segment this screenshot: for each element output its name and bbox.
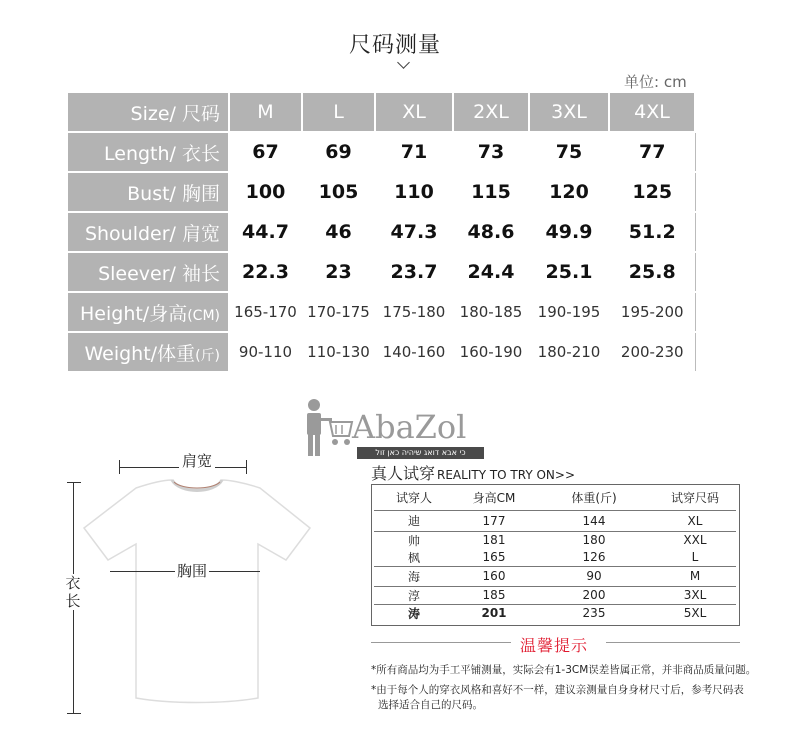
size-cell: M	[229, 92, 302, 132]
cell: 181	[454, 531, 534, 549]
table-row	[374, 531, 736, 549]
value-cell: 200-230	[609, 332, 695, 372]
note-text: *由于每个人的穿衣风格和喜好不一样，建议亲测量自身身材尺寸后，参考尺码表	[371, 684, 744, 696]
value-cell: 140-160	[375, 332, 453, 372]
value-cell: 73	[453, 132, 529, 172]
size-header-row	[67, 92, 695, 132]
cell: 3XL	[654, 586, 736, 604]
value-cell: 190-195	[529, 292, 609, 332]
row-label: Shoulder/ 肩宽	[67, 212, 229, 252]
cell: 涛	[374, 604, 454, 622]
table-row	[374, 566, 736, 586]
bust-row	[67, 172, 695, 212]
value-cell: 47.3	[375, 212, 453, 252]
cell: XL	[654, 510, 736, 531]
value-cell: 71	[375, 132, 453, 172]
cell: 165	[482, 550, 506, 564]
value-cell: 23.7	[375, 252, 453, 292]
value-cell: 100	[229, 172, 302, 212]
value-cell: 75	[529, 132, 609, 172]
value-cell: 67	[229, 132, 302, 172]
tryon-title	[371, 461, 575, 484]
tryon-subtitle: REALITY TO TRY ON>>	[437, 468, 576, 482]
divider	[606, 642, 740, 643]
unit-label: 单位: cm	[624, 73, 687, 91]
size-cell: 4XL	[609, 92, 695, 132]
table-row	[374, 510, 736, 531]
dimension-tick	[67, 482, 81, 483]
divider	[371, 642, 511, 643]
note-text: *所有商品均为手工平铺测量，实际会有1-3CM误差皆属正常，并非商品质量问题。	[371, 664, 757, 676]
size-cell: 2XL	[453, 92, 529, 132]
cell: L	[691, 550, 699, 564]
value-cell: 69	[302, 132, 375, 172]
dimension-tick	[119, 460, 120, 474]
bust-label: 胸围	[177, 562, 208, 580]
table-row	[374, 586, 736, 604]
value-cell: 24.4	[453, 252, 529, 292]
tryon-header-row	[374, 486, 736, 510]
cell: XXL	[654, 531, 736, 549]
row-label: Sleever/ 袖长	[67, 252, 229, 292]
cell: 淳	[374, 586, 454, 604]
page-title: 尺码测量	[348, 33, 441, 58]
value-cell: 180-210	[529, 332, 609, 372]
length-label: 衣长	[65, 574, 81, 610]
note-text: 选择适合自己的尺码。	[378, 699, 483, 711]
cell: 5XL	[654, 604, 736, 622]
value-cell: 90-110	[229, 332, 302, 372]
length-row	[67, 132, 695, 172]
value-cell: 46	[302, 212, 375, 252]
value-cell: 180-185	[453, 292, 529, 332]
value-cell: 165-170	[229, 292, 302, 332]
value-cell: 120	[529, 172, 609, 212]
cell: 迪	[374, 510, 454, 531]
value-cell: 44.7	[229, 212, 302, 252]
value-cell: 110-130	[302, 332, 375, 372]
brand-tagline: כי אבא דואג שיהיה כאן זול	[357, 447, 484, 459]
size-cell: XL	[375, 92, 453, 132]
height-row	[67, 292, 695, 332]
size-header-label: Size/ 尺码	[67, 92, 229, 132]
tshirt-icon	[84, 480, 310, 703]
row-label: Bust/ 胸围	[67, 172, 229, 212]
dimension-tick	[246, 460, 247, 474]
tshirt-diagram	[74, 470, 334, 720]
size-cell: 3XL	[529, 92, 609, 132]
value-cell: 25.8	[609, 252, 695, 292]
tryon-title-cn: 真人试穿	[371, 464, 436, 483]
row-label	[67, 292, 229, 332]
dimension-tick	[67, 713, 81, 714]
value-cell: 125	[609, 172, 695, 212]
value-cell: 49.9	[529, 212, 609, 252]
cell: 枫	[407, 550, 420, 565]
size-cell: L	[302, 92, 375, 132]
cell: 90	[534, 566, 654, 586]
cell: 180	[534, 531, 654, 549]
tryon-table	[374, 486, 736, 622]
value-cell: 51.2	[609, 212, 695, 252]
table-row	[374, 549, 736, 567]
cell: 177	[454, 510, 534, 531]
weight-row	[67, 332, 695, 372]
row-label-main: Height/身高	[80, 302, 188, 325]
header-cell: 试穿尺码	[670, 491, 719, 506]
value-cell: 175-180	[375, 292, 453, 332]
row-label-main: Weight/体重	[84, 342, 196, 365]
value-cell: 160-190	[453, 332, 529, 372]
row-label-unit: (CM)	[187, 307, 220, 324]
cell: 235	[534, 604, 654, 622]
header-cell: 体重(斤)	[571, 491, 617, 506]
value-cell: 23	[302, 252, 375, 292]
size-chart-table	[66, 91, 696, 373]
cell: 帅	[374, 531, 454, 549]
row-label	[67, 332, 229, 372]
value-cell: 115	[453, 172, 529, 212]
cell: 160	[454, 566, 534, 586]
value-cell: 25.1	[529, 252, 609, 292]
cell: 200	[534, 586, 654, 604]
shoulder-row	[67, 212, 695, 252]
shopper-cart-icon	[304, 398, 354, 460]
cell: M	[654, 566, 736, 586]
value-cell: 77	[609, 132, 695, 172]
value-cell: 170-175	[302, 292, 375, 332]
cell: 海	[374, 566, 454, 586]
value-cell: 195-200	[609, 292, 695, 332]
value-cell: 110	[375, 172, 453, 212]
cell: 185	[454, 586, 534, 604]
header-cell: 身高CM	[472, 491, 516, 506]
notice-title: 温馨提示	[520, 636, 589, 655]
sleeve-row	[67, 252, 695, 292]
header-cell: 试穿人	[395, 491, 432, 506]
cell: 144	[534, 510, 654, 531]
row-label: Length/ 衣长	[67, 132, 229, 172]
value-cell: 105	[302, 172, 375, 212]
table-row	[374, 604, 736, 622]
value-cell: 48.6	[453, 212, 529, 252]
value-cell: 22.3	[229, 252, 302, 292]
shoulder-label: 肩宽	[179, 450, 215, 471]
brand-logo-text: AbaZol	[352, 408, 467, 446]
row-label-unit: (斤)	[195, 347, 220, 364]
cell: 126	[582, 550, 606, 564]
cell: 201	[454, 604, 534, 622]
